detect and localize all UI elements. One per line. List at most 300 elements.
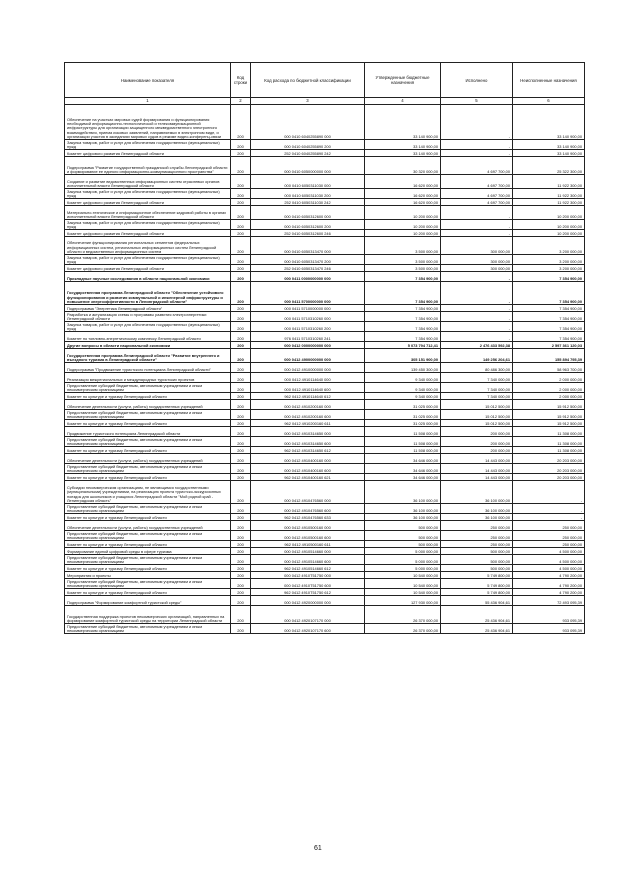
row-unexecuted-cell: 3 200 000,00 bbox=[513, 237, 585, 255]
row-line-code-cell: 200 bbox=[231, 504, 251, 514]
row-approved-cell: 36 100 000,00 bbox=[365, 481, 441, 504]
row-budget-code-cell: 000 0412 4910514660 600 bbox=[251, 555, 365, 565]
table-row bbox=[65, 282, 585, 305]
table-row bbox=[65, 237, 585, 255]
table-row bbox=[65, 175, 585, 189]
column-number: 4 bbox=[365, 98, 441, 105]
row-name-cell: Другие вопросы в области национальной экономики bbox=[65, 342, 231, 349]
row-line-code-cell: 200 bbox=[231, 373, 251, 383]
row-executed-cell: 500 000,00 bbox=[441, 565, 513, 572]
row-name-cell: Предоставление субсидий бюджетным, автономным учреждениям и иным некоммерческим организациям bbox=[65, 555, 231, 565]
table-row bbox=[65, 531, 585, 541]
row-budget-code-cell: 000 0412 4910314650 000 bbox=[251, 427, 365, 437]
row-approved-cell: 139 450 300,00 bbox=[365, 363, 441, 373]
row-approved-cell: 36 100 000,00 bbox=[365, 504, 441, 514]
row-executed-cell: 7 340 000,00 bbox=[441, 393, 513, 400]
row-executed-cell: 5 749 800,00 bbox=[441, 589, 513, 596]
row-budget-code-cell: 252 0410 6050312600 246 bbox=[251, 230, 365, 237]
row-name-cell: Комитет по культуре и туризму Ленинградской области bbox=[65, 514, 231, 521]
row-name-cell: Комитет по культуре и туризму Ленинградской области bbox=[65, 565, 231, 572]
table-row bbox=[65, 400, 585, 410]
row-approved-cell: 5 000 000,00 bbox=[365, 548, 441, 555]
table-row bbox=[65, 596, 585, 606]
row-line-code-cell: 200 bbox=[231, 606, 251, 624]
row-line-code-cell: 200 bbox=[231, 342, 251, 349]
row-name-cell: Предоставление субсидий бюджетным, автономным учреждениям и иным некоммерческим организациям bbox=[65, 504, 231, 514]
row-name-cell: Комитет по топливно-энергетическому комплексу Ленинградской области bbox=[65, 332, 231, 342]
row-approved-cell: 10 200 000,00 bbox=[365, 206, 441, 220]
header-unexecuted: Неисполненные назначения bbox=[513, 63, 585, 98]
table-header-row bbox=[65, 63, 585, 98]
table-row bbox=[65, 105, 585, 140]
table-row bbox=[65, 157, 585, 175]
row-executed-cell: 14 443 000,00 bbox=[441, 464, 513, 474]
row-unexecuted-cell: 11 922 300,00 bbox=[513, 189, 585, 199]
row-line-code-cell: 200 bbox=[231, 282, 251, 305]
row-budget-code-cell: 962 0412 4910314650 612 bbox=[251, 447, 365, 454]
row-line-code-cell: 200 bbox=[231, 157, 251, 175]
row-executed-cell: - bbox=[441, 312, 513, 322]
table-row bbox=[65, 481, 585, 504]
header-line-code: Код строки bbox=[231, 63, 251, 98]
table-row bbox=[65, 312, 585, 322]
row-unexecuted-cell: 11 922 300,00 bbox=[513, 199, 585, 206]
row-executed-cell: - bbox=[441, 305, 513, 312]
row-approved-cell: 11 508 000,00 bbox=[365, 427, 441, 437]
row-name-cell: Субсидии некоммерческим организациям, не являющимся государственными (муниципальными) учреждениями, на реализацию проекта туристско-экскурсионных поездок для школьников и учащихся Ленинградской области "Мой родной край - Ленинградская область" bbox=[65, 481, 231, 504]
table-row bbox=[65, 579, 585, 589]
row-executed-cell: 300 000,00 bbox=[441, 255, 513, 265]
row-executed-cell: - bbox=[441, 322, 513, 332]
row-approved-cell: 5 000 000,00 bbox=[365, 565, 441, 572]
row-executed-cell: 7 340 000,00 bbox=[441, 383, 513, 393]
row-unexecuted-cell: 250 000,00 bbox=[513, 531, 585, 541]
row-executed-cell: 300 000,00 bbox=[441, 265, 513, 272]
row-budget-code-cell: 000 0411 5710310260 200 bbox=[251, 322, 365, 332]
row-line-code-cell: 200 bbox=[231, 105, 251, 140]
row-budget-code-cell: 000 0412 4910200160 000 bbox=[251, 400, 365, 410]
row-unexecuted-cell: 2 000 000,00 bbox=[513, 383, 585, 393]
row-approved-cell: 7 354 900,00 bbox=[365, 332, 441, 342]
row-line-code-cell: 200 bbox=[231, 363, 251, 373]
table-row bbox=[65, 447, 585, 454]
row-line-code-cell: 200 bbox=[231, 437, 251, 447]
row-approved-cell: 16 620 000,00 bbox=[365, 189, 441, 199]
row-budget-code-cell: 000 0410 6050313470 000 bbox=[251, 237, 365, 255]
row-unexecuted-cell: 7 354 900,00 bbox=[513, 332, 585, 342]
table-row bbox=[65, 514, 585, 521]
table-row bbox=[65, 521, 585, 531]
row-line-code-cell: 200 bbox=[231, 332, 251, 342]
table-row bbox=[65, 565, 585, 572]
column-number: 5 bbox=[441, 98, 513, 105]
column-number: 2 bbox=[231, 98, 251, 105]
row-unexecuted-cell: 10 200 000,00 bbox=[513, 230, 585, 237]
row-executed-cell: 200 000,00 bbox=[441, 447, 513, 454]
column-number: 3 bbox=[251, 98, 365, 105]
row-budget-code-cell: 000 0412 4910Т51750 600 bbox=[251, 579, 365, 589]
row-executed-cell: 250 000,00 bbox=[441, 541, 513, 548]
row-unexecuted-cell: 4 500 000,00 bbox=[513, 555, 585, 565]
row-approved-cell: 500 000,00 bbox=[365, 521, 441, 531]
row-budget-code-cell: 252 0410 6040255890 242 bbox=[251, 150, 365, 157]
row-name-cell: Обеспечение функционирования региональных сегментов федеральных информационных систем, региональных информационных систем Ленинградской области и ведомственных информационных систем bbox=[65, 237, 231, 255]
row-approved-cell: 16 620 000,00 bbox=[365, 199, 441, 206]
row-line-code-cell: 200 bbox=[231, 383, 251, 393]
row-unexecuted-cell: 4 790 200,00 bbox=[513, 579, 585, 589]
row-approved-cell: 127 930 000,00 bbox=[365, 596, 441, 606]
row-budget-code-cell: 962 0412 4910200160 611 bbox=[251, 420, 365, 427]
row-executed-cell: 4 697 700,00 bbox=[441, 157, 513, 175]
row-name-cell: Государственная поддержка проектов некоммерческих организаций, направленных на формирование комфортной туристской среды на территории Ленинградской области bbox=[65, 606, 231, 624]
row-name-cell: Обеспечение деятельности (услуги, работы) государственных учреждений bbox=[65, 521, 231, 531]
row-budget-code-cell: 000 0412 4910000000 000 bbox=[251, 363, 365, 373]
row-unexecuted-cell: 7 354 900,00 bbox=[513, 312, 585, 322]
row-budget-code-cell: 000 0412 4910Т51750 000 bbox=[251, 572, 365, 579]
table-row bbox=[65, 541, 585, 548]
table-row bbox=[65, 606, 585, 624]
row-unexecuted-cell: 15 912 500,00 bbox=[513, 420, 585, 427]
row-line-code-cell: 200 bbox=[231, 349, 251, 363]
row-unexecuted-cell: 4 500 000,00 bbox=[513, 565, 585, 572]
row-budget-code-cell: 000 0412 4910400160 600 bbox=[251, 464, 365, 474]
row-line-code-cell: 200 bbox=[231, 255, 251, 265]
row-executed-cell: 250 000,00 bbox=[441, 521, 513, 531]
row-unexecuted-cell: 11 308 000,00 bbox=[513, 437, 585, 447]
row-unexecuted-cell: 20 203 000,00 bbox=[513, 474, 585, 481]
row-approved-cell: 10 540 000,00 bbox=[365, 579, 441, 589]
row-name-cell: Предоставление субсидий бюджетным, автономным учреждениям и иным некоммерческим организациям bbox=[65, 531, 231, 541]
table-row bbox=[65, 454, 585, 464]
row-approved-cell: 34 646 000,00 bbox=[365, 464, 441, 474]
header-approved: Утвержденные бюджетные назначения bbox=[365, 63, 441, 98]
row-unexecuted-cell: 933 095,39 bbox=[513, 624, 585, 634]
row-unexecuted-cell: 2 000 000,00 bbox=[513, 373, 585, 383]
table-row bbox=[65, 150, 585, 157]
row-name-cell: Реализация межрегиональных и международных туристских проектов bbox=[65, 373, 231, 383]
row-executed-cell: 15 012 500,00 bbox=[441, 410, 513, 420]
row-line-code-cell: 200 bbox=[231, 220, 251, 230]
table-row bbox=[65, 589, 585, 596]
row-approved-cell: 10 540 000,00 bbox=[365, 589, 441, 596]
row-approved-cell: 11 508 000,00 bbox=[365, 437, 441, 447]
row-name-cell: Создание и развитие ведомственных информационных систем отраслевых органов исполнительной власти Ленинградской области bbox=[65, 175, 231, 189]
row-budget-code-cell: 962 0412 4910114640 612 bbox=[251, 393, 365, 400]
column-number: 1 bbox=[65, 98, 231, 105]
row-line-code-cell: 200 bbox=[231, 305, 251, 312]
row-name-cell: Мероприятия и проекты bbox=[65, 572, 231, 579]
row-budget-code-cell: 000 0410 6050000000 000 bbox=[251, 157, 365, 175]
row-approved-cell: 30 320 000,00 bbox=[365, 157, 441, 175]
row-name-cell: Комитет цифрового развития Ленинградской области bbox=[65, 150, 231, 157]
table-row bbox=[65, 383, 585, 393]
row-line-code-cell: 200 bbox=[231, 230, 251, 237]
row-unexecuted-cell: 15 912 500,00 bbox=[513, 410, 585, 420]
page-number: 61 bbox=[314, 845, 322, 852]
row-name-cell: Комитет цифрового развития Ленинградской области bbox=[65, 230, 231, 237]
row-name-cell: Продвижение туристского потенциала Ленинградской области bbox=[65, 427, 231, 437]
row-line-code-cell: 200 bbox=[231, 454, 251, 464]
row-budget-code-cell: 000 0412 4910200160 600 bbox=[251, 410, 365, 420]
row-approved-cell: 305 151 900,00 bbox=[365, 349, 441, 363]
row-unexecuted-cell: 11 308 000,00 bbox=[513, 427, 585, 437]
table-row bbox=[65, 305, 585, 312]
row-executed-cell: 500 000,00 bbox=[441, 555, 513, 565]
row-name-cell: Предоставление субсидий бюджетным, автономным учреждениям и иным некоммерческим организациям bbox=[65, 579, 231, 589]
row-executed-cell: 500 000,00 bbox=[441, 548, 513, 555]
row-budget-code-cell: 976 0411 5710310260 241 bbox=[251, 332, 365, 342]
row-budget-code-cell: 000 0412 4920000000 000 bbox=[251, 596, 365, 606]
row-unexecuted-cell: - bbox=[513, 481, 585, 504]
row-budget-code-cell: 000 0411 5700000000 000 bbox=[251, 282, 365, 305]
row-approved-cell: 500 000,00 bbox=[365, 541, 441, 548]
row-approved-cell: 7 354 900,00 bbox=[365, 282, 441, 305]
row-line-code-cell: 200 bbox=[231, 531, 251, 541]
row-executed-cell: 36 100 000,00 bbox=[441, 504, 513, 514]
row-unexecuted-cell: 10 200 000,00 bbox=[513, 206, 585, 220]
row-approved-cell: 9 340 000,00 bbox=[365, 393, 441, 400]
row-unexecuted-cell: 4 790 200,00 bbox=[513, 589, 585, 596]
row-executed-cell: 80 486 300,00 bbox=[441, 363, 513, 373]
row-approved-cell: 7 354 900,00 bbox=[365, 312, 441, 322]
row-line-code-cell: 200 bbox=[231, 272, 251, 282]
row-approved-cell: 7 354 900,00 bbox=[365, 272, 441, 282]
row-unexecuted-cell: - bbox=[513, 514, 585, 521]
row-unexecuted-cell: 4 790 200,00 bbox=[513, 572, 585, 579]
row-unexecuted-cell: 33 140 900,00 bbox=[513, 140, 585, 150]
table-row bbox=[65, 140, 585, 150]
row-approved-cell: 3 500 000,00 bbox=[365, 265, 441, 272]
row-approved-cell: 3 500 000,00 bbox=[365, 237, 441, 255]
row-budget-code-cell: 000 0412 4910476560 600 bbox=[251, 504, 365, 514]
row-budget-code-cell: 000 0412 4910500160 600 bbox=[251, 531, 365, 541]
row-line-code-cell: 200 bbox=[231, 206, 251, 220]
row-approved-cell: 31 025 000,00 bbox=[365, 410, 441, 420]
row-approved-cell: 33 140 900,00 bbox=[365, 140, 441, 150]
row-unexecuted-cell: 33 140 900,00 bbox=[513, 150, 585, 157]
row-name-cell: Комитет по культуре и туризму Ленинградской области bbox=[65, 393, 231, 400]
row-unexecuted-cell: 20 203 000,00 bbox=[513, 454, 585, 464]
row-executed-cell: 300 000,00 bbox=[441, 237, 513, 255]
row-executed-cell: 4 697 700,00 bbox=[441, 175, 513, 189]
row-unexecuted-cell: 33 140 900,00 bbox=[513, 105, 585, 140]
row-line-code-cell: 200 bbox=[231, 481, 251, 504]
row-approved-cell: 5 073 794 712,41 bbox=[365, 342, 441, 349]
column-number-row bbox=[65, 98, 585, 105]
row-unexecuted-cell: 250 000,00 bbox=[513, 521, 585, 531]
row-unexecuted-cell: 7 354 900,00 bbox=[513, 305, 585, 312]
row-approved-cell: 34 646 000,00 bbox=[365, 474, 441, 481]
row-line-code-cell: 200 bbox=[231, 548, 251, 555]
table-row bbox=[65, 464, 585, 474]
row-budget-code-cell: 962 0412 4910514660 612 bbox=[251, 565, 365, 572]
row-budget-code-cell: 000 0412 4910114640 000 bbox=[251, 373, 365, 383]
row-name-cell: Подпрограмма "Формирование комфортной туристской среды" bbox=[65, 596, 231, 606]
row-name-cell: Обеспечение деятельности (услуги, работы) государственных учреждений bbox=[65, 400, 231, 410]
row-unexecuted-cell: 7 354 900,00 bbox=[513, 272, 585, 282]
row-budget-code-cell: 000 0410 6050312600 200 bbox=[251, 220, 365, 230]
table-row bbox=[65, 437, 585, 447]
row-name-cell: Предоставление субсидий бюджетным, автономным учреждениям и иным некоммерческим организациям bbox=[65, 464, 231, 474]
row-budget-code-cell: 000 0410 6050311030 000 bbox=[251, 175, 365, 189]
row-executed-cell: 200 000,00 bbox=[441, 427, 513, 437]
row-approved-cell: 33 140 900,00 bbox=[365, 105, 441, 140]
row-line-code-cell: 200 bbox=[231, 514, 251, 521]
row-unexecuted-cell: 25 322 300,00 bbox=[513, 157, 585, 175]
row-executed-cell: 2 476 433 592,38 bbox=[441, 342, 513, 349]
row-line-code-cell: 200 bbox=[231, 140, 251, 150]
row-approved-cell: 33 140 900,00 bbox=[365, 150, 441, 157]
row-executed-cell: 36 100 000,00 bbox=[441, 514, 513, 521]
row-unexecuted-cell: 250 000,00 bbox=[513, 541, 585, 548]
row-unexecuted-cell: 11 308 000,00 bbox=[513, 447, 585, 454]
row-approved-cell: 26 370 000,00 bbox=[365, 624, 441, 634]
row-unexecuted-cell: 72 493 095,39 bbox=[513, 596, 585, 606]
row-budget-code-cell: 962 0412 4910400160 621 bbox=[251, 474, 365, 481]
row-unexecuted-cell: 15 912 500,00 bbox=[513, 400, 585, 410]
row-line-code-cell: 200 bbox=[231, 393, 251, 400]
row-budget-code-cell: 252 0410 6050313470 246 bbox=[251, 265, 365, 272]
row-unexecuted-cell: - bbox=[513, 504, 585, 514]
row-line-code-cell: 200 bbox=[231, 175, 251, 189]
row-line-code-cell: 200 bbox=[231, 624, 251, 634]
row-budget-code-cell: 000 0411 0000000000 000 bbox=[251, 272, 365, 282]
row-line-code-cell: 200 bbox=[231, 565, 251, 572]
row-executed-cell: 36 100 000,00 bbox=[441, 481, 513, 504]
row-approved-cell: 10 200 000,00 bbox=[365, 220, 441, 230]
row-approved-cell: 7 354 900,00 bbox=[365, 322, 441, 332]
row-approved-cell: 9 340 000,00 bbox=[365, 383, 441, 393]
row-budget-code-cell: 962 0412 4910Т51750 612 bbox=[251, 589, 365, 596]
row-name-cell: Комитет по культуре и туризму Ленинградской области bbox=[65, 474, 231, 481]
table-row bbox=[65, 206, 585, 220]
row-executed-cell: 4 697 700,00 bbox=[441, 189, 513, 199]
row-executed-cell: 149 256 204,61 bbox=[441, 349, 513, 363]
row-budget-code-cell: 000 0412 4910514660 000 bbox=[251, 548, 365, 555]
row-executed-cell: 25 436 904,61 bbox=[441, 624, 513, 634]
table-row bbox=[65, 420, 585, 427]
row-budget-code-cell: 000 0410 6040255890 200 bbox=[251, 140, 365, 150]
row-name-cell: Комитет по культуре и туризму Ленинградской области bbox=[65, 589, 231, 596]
row-name-cell: Государственная программа Ленинградской области "Развитие внутреннего и въездного туризма в Ленинградской области" bbox=[65, 349, 231, 363]
row-executed-cell: 25 436 904,61 bbox=[441, 606, 513, 624]
table-row bbox=[65, 363, 585, 373]
row-line-code-cell: 200 bbox=[231, 427, 251, 437]
table-row bbox=[65, 255, 585, 265]
row-name-cell: Прикладные научные исследования в области национальной экономики bbox=[65, 272, 231, 282]
row-executed-cell: 7 340 000,00 bbox=[441, 373, 513, 383]
table-body bbox=[65, 105, 585, 634]
row-name-cell: Обеспечение деятельности (услуги, работы) государственных учреждений bbox=[65, 454, 231, 464]
row-executed-cell: 5 749 800,00 bbox=[441, 572, 513, 579]
row-name-cell: Комитет цифрового развития Ленинградской области bbox=[65, 199, 231, 206]
row-executed-cell: - bbox=[441, 140, 513, 150]
row-line-code-cell: 200 bbox=[231, 555, 251, 565]
row-unexecuted-cell: 7 354 900,00 bbox=[513, 322, 585, 332]
row-line-code-cell: 200 bbox=[231, 410, 251, 420]
row-line-code-cell: 200 bbox=[231, 464, 251, 474]
row-name-cell: Комитет по культуре и туризму Ленинградской области bbox=[65, 541, 231, 548]
row-executed-cell: - bbox=[441, 332, 513, 342]
row-unexecuted-cell: 7 354 900,00 bbox=[513, 282, 585, 305]
row-approved-cell: 10 540 000,00 bbox=[365, 572, 441, 579]
budget-execution-table bbox=[64, 62, 585, 634]
row-name-cell: Государственная программа Ленинградской области "Обеспечение устойчивого функционирования и развития коммунальной и инженерной инфраструктуры и повышение энергоэффективности в Ленинградской области" bbox=[65, 282, 231, 305]
row-executed-cell: - bbox=[441, 220, 513, 230]
row-executed-cell: 14 443 000,00 bbox=[441, 474, 513, 481]
row-name-cell: Обеспечение на участках мировых судей формирования и функционирования необходимой информационно-технологической и телекоммуникационной инфраструктуры для организации защищенного межведомственного электронного взаимодействия, приема исковых заявлений, направляемых в электронном виде, и организации участия в заседаниях мировых судов в режиме видео-конференц-связи bbox=[65, 105, 231, 140]
row-name-cell: Комитет по культуре и туризму Ленинградской области bbox=[65, 420, 231, 427]
row-line-code-cell: 200 bbox=[231, 521, 251, 531]
row-name-cell: Подпрограмма "Развитие государственной гражданской службы Ленинградской области и формирование ее единого информационно-коммуникационного пространства" bbox=[65, 157, 231, 175]
table-row bbox=[65, 349, 585, 363]
row-executed-cell: 250 000,00 bbox=[441, 531, 513, 541]
row-budget-code-cell: 252 0410 6050311030 242 bbox=[251, 199, 365, 206]
row-unexecuted-cell: 155 894 795,39 bbox=[513, 349, 585, 363]
row-name-cell: Формирование единой цифровой среды в сфере туризма bbox=[65, 548, 231, 555]
row-budget-code-cell: 000 0412 4910114640 600 bbox=[251, 383, 365, 393]
row-name-cell: Предоставление субсидий бюджетным, автономным учреждениям и иным некоммерческим организациям bbox=[65, 410, 231, 420]
row-executed-cell: - bbox=[441, 150, 513, 157]
table-row bbox=[65, 373, 585, 383]
row-approved-cell: 31 025 000,00 bbox=[365, 400, 441, 410]
table-row bbox=[65, 189, 585, 199]
row-unexecuted-cell: 58 963 700,00 bbox=[513, 363, 585, 373]
row-name-cell: Предоставление субсидий бюджетным, автономным учреждениям и иным некоммерческим организациям bbox=[65, 624, 231, 634]
table-row bbox=[65, 427, 585, 437]
table-row bbox=[65, 410, 585, 420]
table-row bbox=[65, 220, 585, 230]
header-executed: Исполнено bbox=[441, 63, 513, 98]
row-name-cell: Подпрограмма "Энергетика Ленинградской области" bbox=[65, 305, 231, 312]
table-row bbox=[65, 230, 585, 237]
row-budget-code-cell: 000 0412 0000000000 000 bbox=[251, 342, 365, 349]
row-line-code-cell: 200 bbox=[231, 420, 251, 427]
row-budget-code-cell: 000 0412 4920107170 600 bbox=[251, 624, 365, 634]
row-line-code-cell: 200 bbox=[231, 572, 251, 579]
column-number: 6 bbox=[513, 98, 585, 105]
row-line-code-cell: 200 bbox=[231, 474, 251, 481]
row-budget-code-cell: 000 0412 4910400160 000 bbox=[251, 454, 365, 464]
row-budget-code-cell: 000 0411 5710310260 000 bbox=[251, 312, 365, 322]
row-approved-cell: 10 200 000,00 bbox=[365, 230, 441, 237]
row-approved-cell: 5 000 000,00 bbox=[365, 555, 441, 565]
row-budget-code-cell: 000 0412 4910314650 600 bbox=[251, 437, 365, 447]
row-approved-cell: 9 340 000,00 bbox=[365, 373, 441, 383]
row-line-code-cell: 200 bbox=[231, 400, 251, 410]
row-name-cell: Предоставление субсидий бюджетным, автономным учреждениям и иным некоммерческим организациям bbox=[65, 437, 231, 447]
row-budget-code-cell: 000 0412 4920107170 000 bbox=[251, 606, 365, 624]
header-budget-code: Код расхода по бюджетной классификации bbox=[251, 63, 365, 98]
row-approved-cell: 11 508 000,00 bbox=[365, 447, 441, 454]
row-unexecuted-cell: 4 500 000,00 bbox=[513, 548, 585, 555]
row-executed-cell: - bbox=[441, 272, 513, 282]
row-line-code-cell: 200 bbox=[231, 199, 251, 206]
row-executed-cell: 15 012 500,00 bbox=[441, 400, 513, 410]
row-executed-cell: 4 697 700,00 bbox=[441, 199, 513, 206]
row-unexecuted-cell: 11 922 300,00 bbox=[513, 175, 585, 189]
row-executed-cell: 14 443 000,00 bbox=[441, 454, 513, 464]
row-line-code-cell: 200 bbox=[231, 579, 251, 589]
row-approved-cell: 36 100 000,00 bbox=[365, 514, 441, 521]
row-line-code-cell: 200 bbox=[231, 322, 251, 332]
table-row bbox=[65, 555, 585, 565]
row-line-code-cell: 200 bbox=[231, 189, 251, 199]
row-line-code-cell: 200 bbox=[231, 150, 251, 157]
table-row bbox=[65, 474, 585, 481]
table-row bbox=[65, 332, 585, 342]
row-executed-cell: - bbox=[441, 105, 513, 140]
